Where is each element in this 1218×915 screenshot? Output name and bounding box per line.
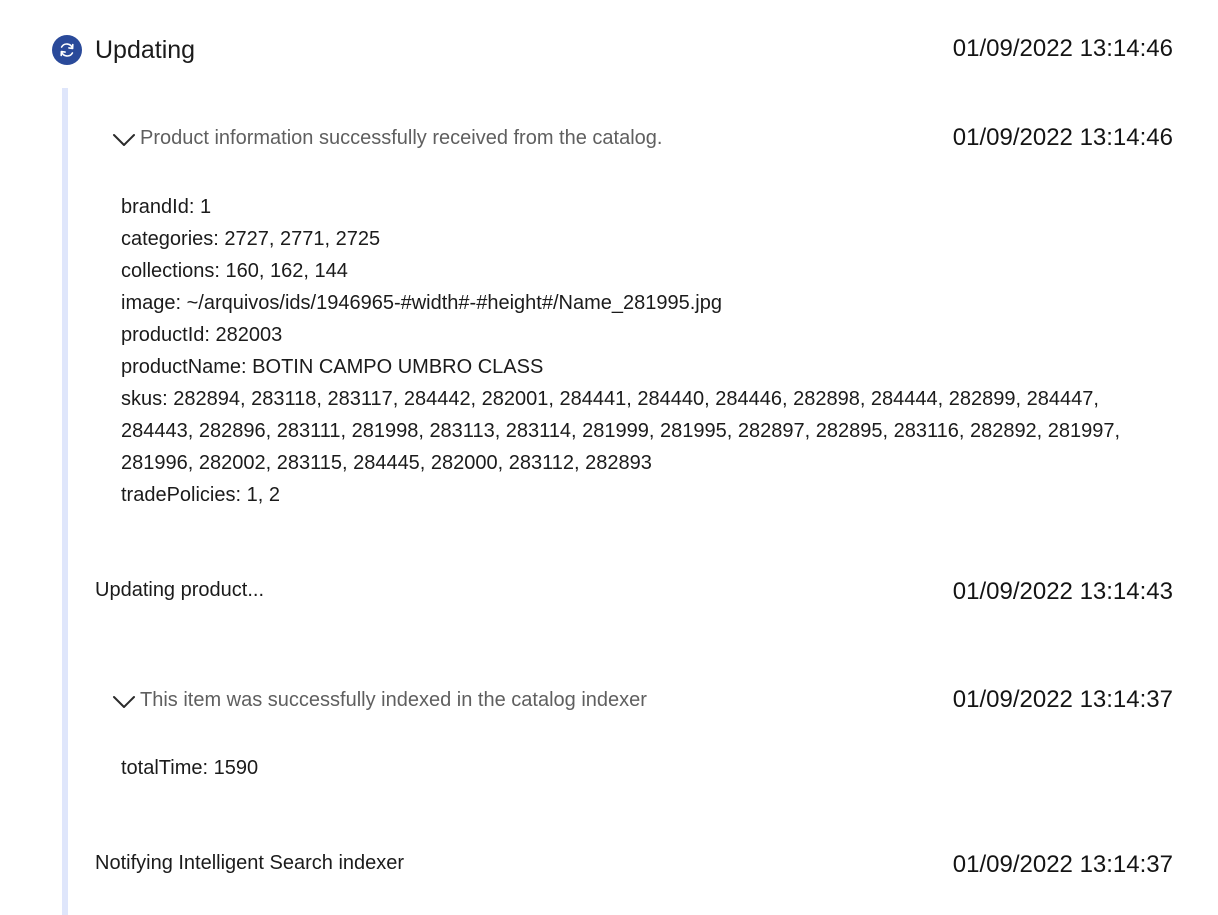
chevron-down-icon[interactable] bbox=[110, 128, 138, 152]
timeline-bar bbox=[62, 88, 68, 915]
detail-line: categories: 2727, 2771, 2725 bbox=[121, 228, 381, 250]
chevron-down-icon[interactable] bbox=[110, 690, 138, 714]
entry-title: Updating product... bbox=[95, 579, 264, 601]
entry-title[interactable]: This item was successfully indexed in the catalog indexer bbox=[140, 689, 647, 711]
entry-timestamp: 01/09/2022 13:14:43 bbox=[952, 578, 1173, 605]
entry-title: Notifying Intelligent Search indexer bbox=[95, 852, 405, 874]
entry-timestamp: 01/09/2022 13:14:37 bbox=[952, 851, 1173, 878]
detail-line: productId: 282003 bbox=[121, 324, 283, 346]
entry-details bbox=[121, 191, 1151, 511]
entry-details bbox=[121, 752, 1151, 784]
status-timestamp: 01/09/2022 13:14:46 bbox=[952, 35, 1173, 62]
detail-line: image: ~/arquivos/ids/1946965-#width#-#height#/Name_281995.jpg bbox=[121, 292, 722, 314]
sync-icon bbox=[52, 35, 82, 65]
status-header bbox=[52, 30, 1173, 70]
entry-timestamp: 01/09/2022 13:14:37 bbox=[952, 686, 1173, 713]
detail-line: skus: 282894, 283118, 283117, 284442, 282001, 284441, 284440, 284446, 282898, 284444, 282899, 284447, 284443, 282896, 283111, 281998, 283113, 283114, 281999, 281995, 282897, 282895, 283116, 282892, 281997, 281996, 282002, 283115, 284445, 282000, 283112, 282893 bbox=[121, 388, 1121, 474]
entry-timestamp: 01/09/2022 13:14:46 bbox=[952, 124, 1173, 151]
entry-title[interactable]: Product information successfully received from the catalog. bbox=[140, 127, 663, 149]
detail-line: collections: 160, 162, 144 bbox=[121, 260, 348, 282]
detail-line: tradePolicies: 1, 2 bbox=[121, 484, 280, 506]
detail-line: totalTime: 1590 bbox=[121, 757, 259, 779]
detail-line: productName: BOTIN CAMPO UMBRO CLASS bbox=[121, 356, 544, 378]
status-title: Updating bbox=[95, 36, 196, 64]
detail-line: brandId: 1 bbox=[121, 196, 212, 218]
